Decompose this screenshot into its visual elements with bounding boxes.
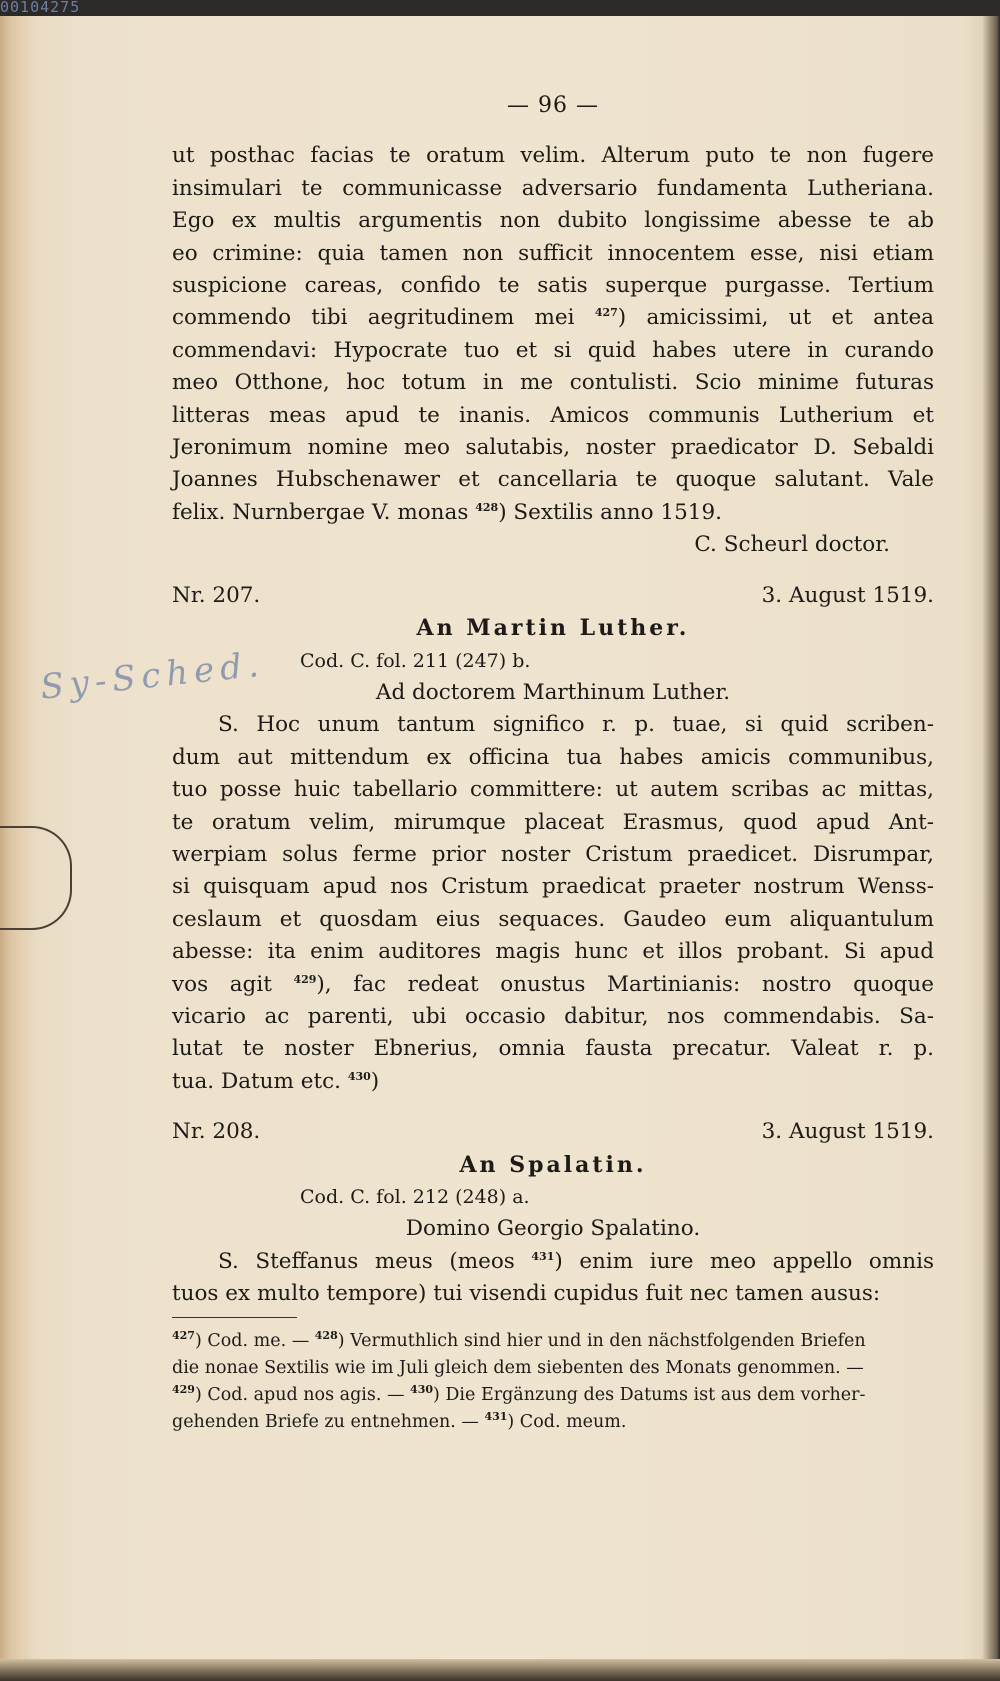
letter-number: Nr. 207. — [172, 582, 261, 608]
letter-title: An Spalatin. — [459, 1151, 647, 1178]
letter-date: 3. August 1519. — [761, 1119, 934, 1145]
text-line: werpiam solus ferme prior noster Cristum praedicet. Disrumpar, — [172, 841, 934, 867]
text-segment: ) — [370, 1068, 380, 1094]
codex-reference: Cod. C. fol. 212 (248) a. — [300, 1186, 530, 1208]
text-line: vicario ac parenti, ubi occasio dabitur, nos commendabis. Sa- — [172, 1003, 934, 1029]
letter-207-body — [172, 709, 934, 1098]
text-line: tuos ex multo tempore) tui visendi cupidus fuit nec tamen ausus: — [172, 1281, 881, 1307]
text-segment: commendo tibi aegritudinem mei — [172, 305, 595, 331]
page-text — [172, 90, 934, 1436]
text-segment: ) enim iure meo appello omnis — [554, 1248, 935, 1274]
letter-address: Domino Georgio Spalatino. — [405, 1216, 701, 1242]
text-line: ceslaum et quosdam eius sequaces. Gaudeo eum aliquantulum — [172, 906, 934, 932]
text-line: Jeronimum nomine meo salutabis, noster praedicator D. Sebaldi — [172, 435, 934, 461]
footnote-marker: 427 — [172, 1328, 195, 1342]
text-line: Ego ex multis argumentis non dubito longissime abesse te ab — [172, 208, 934, 234]
text-segment: ) Cod. me. — — [194, 1330, 315, 1351]
text-line: ut posthac facias te oratum velim. Alterum puto te non fugere — [172, 143, 934, 169]
text-line — [172, 497, 934, 529]
footnote-rule — [172, 1317, 297, 1318]
codex-reference: Cod. C. fol. 211 (247) b. — [300, 649, 531, 672]
text-line: abesse: ita enim auditores magis hunc et illos probant. Si apud — [172, 939, 934, 965]
text-line: si quisquam apud nos Cristum praedicat praeter nostrum Wenss- — [172, 874, 934, 900]
text-segment: ), fac redeat onustus Martinianis: nostro quoque — [316, 971, 934, 997]
text-segment: felix. Nurnbergae V. monas — [172, 499, 476, 525]
text-line: suspicione careas, confido te satis superque purgasse. Tertium — [172, 273, 934, 299]
text-line: eo crimine: quia tamen non sufficit innocentem esse, nisi etiam — [172, 240, 934, 266]
page-edge — [982, 16, 1000, 1681]
footnote-marker: 427 — [594, 306, 618, 320]
text-line: tuo posse huic tabellario committere: ut autem scribas ac mittas, — [172, 777, 934, 803]
text-line — [172, 302, 934, 334]
text-line: insimulari te communicasse adversario fundamenta Lutheriana. — [172, 175, 934, 201]
signature: C. Scheurl doctor. — [694, 532, 890, 558]
footnotes — [172, 1328, 934, 1436]
text-line — [172, 1066, 934, 1098]
text-line: Joannes Hubschenawer et cancellaria te quoque salutant. Vale — [172, 467, 934, 493]
footnote-marker: 430 — [347, 1069, 371, 1083]
letter-208-body — [172, 1246, 934, 1311]
letter-date: 3. August 1519. — [761, 582, 934, 608]
text-segment: ) Sextilis anno 1519. — [498, 499, 722, 525]
text-line: S. Hoc unum tantum significo r. p. tuae, si quid scriben- — [218, 712, 934, 738]
text-line: te oratum velim, mirumque placeat Erasmus, quod apud Ant- — [172, 809, 934, 835]
text-segment: ) Cod. meum. — [507, 1411, 627, 1432]
footnote-line — [172, 1409, 934, 1436]
handwritten-note: Sy-Sched. — [38, 644, 267, 708]
footnote-marker: 429 — [293, 972, 317, 986]
letter-address: Ad doctorem Marthinum Luther. — [375, 679, 731, 705]
footnote-line — [172, 1328, 934, 1355]
text-segment: vos agit — [172, 971, 294, 997]
footnote-marker: 428 — [475, 500, 499, 514]
text-line — [172, 969, 934, 1001]
text-segment: ) Die Ergänzung des Datums ist aus dem vorher- — [433, 1384, 866, 1405]
text-line: litteras meas apud te inanis. Amicos communis Lutherium et — [172, 402, 934, 428]
page-clip — [0, 826, 72, 930]
text-line: dum aut mittendum ex officina tua habes amicis communibus, — [172, 744, 934, 770]
footnote-line — [172, 1382, 934, 1409]
letter-207-header — [172, 580, 934, 612]
letter-continuation — [172, 140, 934, 529]
text-segment: ) Cod. apud nos agis. — — [194, 1384, 411, 1405]
text-segment: tua. Datum etc. — [172, 1068, 348, 1094]
text-segment: ) Vermuthlich sind hier und in den nächstfolgenden Briefen — [337, 1330, 866, 1351]
footnote-marker: 428 — [314, 1328, 338, 1342]
text-line: meo Otthone, hoc totum in me contulisti. Scio minime futuras — [172, 370, 934, 396]
footnote-line — [172, 1355, 934, 1382]
page-bottom-edge — [0, 1659, 1000, 1681]
text-line — [172, 1246, 934, 1278]
text-segment: ) amicissimi, ut et antea — [617, 305, 934, 331]
text-line: lutat te noster Ebnerius, omnia fausta precatur. Valeat r. p. — [172, 1036, 934, 1062]
footnote-marker: 431 — [484, 1409, 508, 1423]
text-line: commendavi: Hypocrate tuo et si quid habes utere in curando — [172, 337, 934, 363]
footnote-marker: 431 — [531, 1249, 555, 1263]
letter-number: Nr. 208. — [172, 1119, 261, 1145]
letter-208-header — [172, 1116, 934, 1148]
text-segment: S. Steffanus meus (meos — [218, 1248, 532, 1274]
text-segment: die nonae Sextilis wie im Juli gleich dem siebenten des Monats genommen. — — [172, 1357, 864, 1378]
text-segment: gehenden Briefe zu entnehmen. — — [172, 1411, 485, 1432]
footnote-marker: 430 — [410, 1382, 434, 1396]
letter-title: An Martin Luther. — [416, 615, 690, 642]
scan-label: 00104275 — [0, 0, 81, 16]
footnote-marker: 429 — [172, 1382, 195, 1396]
page-number: — 96 — — [507, 93, 599, 118]
